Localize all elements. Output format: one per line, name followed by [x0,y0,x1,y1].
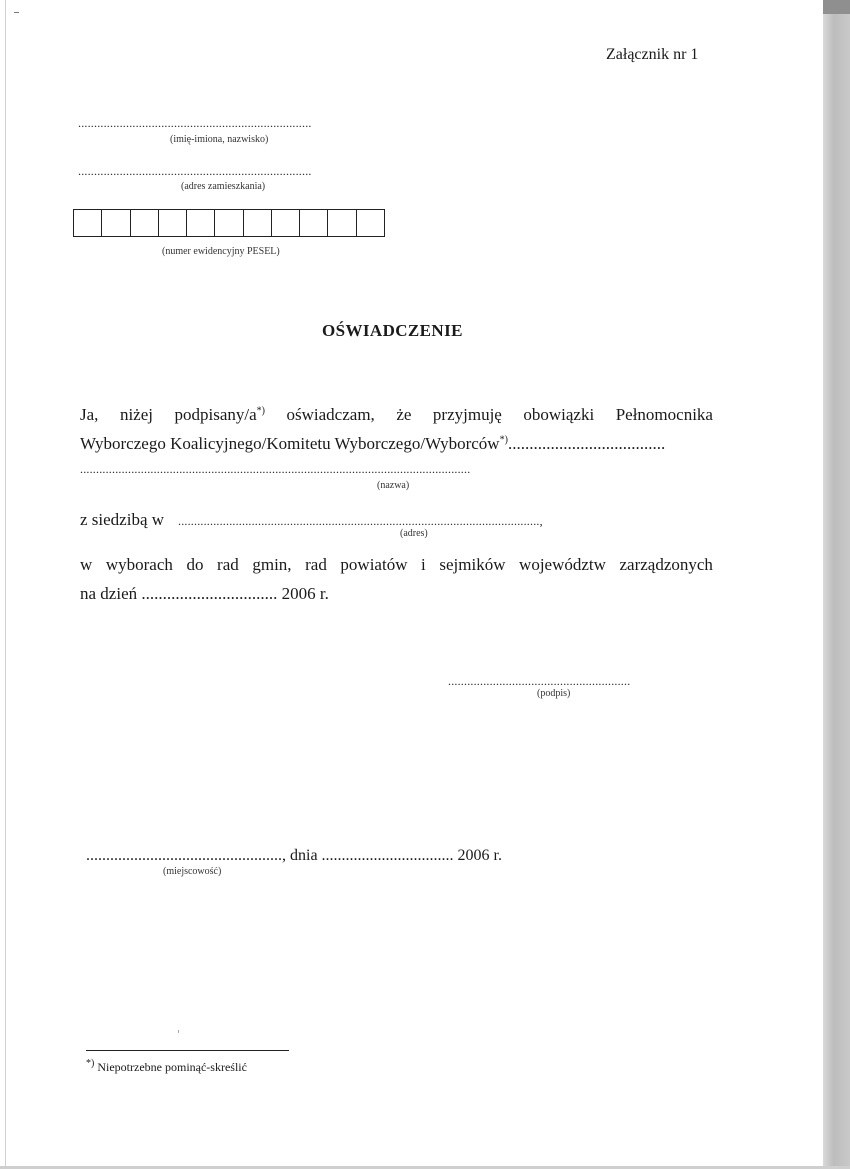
pesel-digit-box[interactable] [215,210,243,236]
statement-word: powiatów [340,555,408,574]
statement-word: niżej [119,405,153,424]
attachment-label: Załącznik nr 1 [606,46,699,63]
statement-word: wyborach [105,555,173,574]
statement-word: Pełnomocnika [615,405,713,424]
pesel-digit-box[interactable] [102,210,130,236]
scan-shadow-right [823,0,850,1169]
place-caption: (miejscowość) [163,866,222,877]
pesel-caption: (numer ewidencyjny PESEL) [162,246,280,257]
seat-prefix: z siedzibą w [80,510,165,529]
seat-address-caption: (adres) [400,528,428,539]
name-field-line[interactable]: ......................................................................... [78,116,312,130]
pesel-digit-box[interactable] [244,210,272,236]
scan-edge-left [5,0,6,1169]
footnote-separator [86,1050,289,1051]
statement-word: i [421,555,426,574]
pesel-digit-box[interactable] [272,210,300,236]
footnote-marker: *) [86,1058,95,1069]
pesel-digit-box[interactable] [357,210,384,236]
statement-word: do [186,555,204,574]
document-title: OŚWIADCZENIE [322,321,463,340]
committee-dots[interactable]: ..................................... [507,434,666,453]
statement-word: rad [305,555,327,574]
statement-line-5 [80,555,713,575]
statement-word: obowiązki [523,405,595,424]
address-caption: (adres zamieszkania) [181,181,266,192]
place-date-line[interactable]: ................................................., dnia ................................. 2006 r. [86,847,502,864]
statement-word: gmin, [252,555,292,574]
statement-word: Ja, [80,405,99,424]
signature-line[interactable]: ......................................................... [448,674,631,688]
footnote-marker: *) [499,434,508,446]
committee-text: Wyborczego Koalicyjnego/Komitetu Wyborczego/Wyborców [80,434,500,453]
pesel-digit-box[interactable] [74,210,102,236]
statement-word: w [80,555,93,574]
statement-word: oświadczam, [286,405,375,424]
name-caption: (imię-imiona, nazwisko) [170,134,269,145]
statement-line-6: na dzień ................................ 2006 r. [80,584,329,603]
statement-word: rad [217,555,239,574]
name-of-committee-caption: (nazwa) [377,480,410,491]
pesel-digit-box[interactable] [159,210,187,236]
signature-caption: (podpis) [537,688,571,699]
footnote-text: Niepotrzebne pominąć-skreślić [97,1060,247,1074]
pesel-digit-box[interactable] [187,210,215,236]
seat-address-line[interactable]: ................................................................................................................., [178,514,543,528]
committee-name-line[interactable]: .......................................................................................................................... [80,462,471,476]
statement-line-1 [80,405,713,425]
statement-word: sejmików [439,555,506,574]
statement-line-2 [80,434,712,454]
address-field-line[interactable]: ......................................................................... [78,164,312,178]
footnote [86,1060,247,1075]
pesel-digit-box[interactable] [131,210,159,236]
pesel-digit-box[interactable] [300,210,328,236]
statement-word: podpisany/a*) [174,405,265,424]
pesel-digit-box[interactable] [328,210,356,236]
statement-word: że [396,405,412,424]
statement-word: zarządzonych [619,555,713,574]
scan-shadow-corner [823,0,850,14]
pesel-boxes[interactable] [73,209,385,237]
statement-word: województw [519,555,606,574]
statement-word: przyjmuję [432,405,502,424]
scan-speck [178,1030,179,1033]
scan-mark [14,12,19,13]
